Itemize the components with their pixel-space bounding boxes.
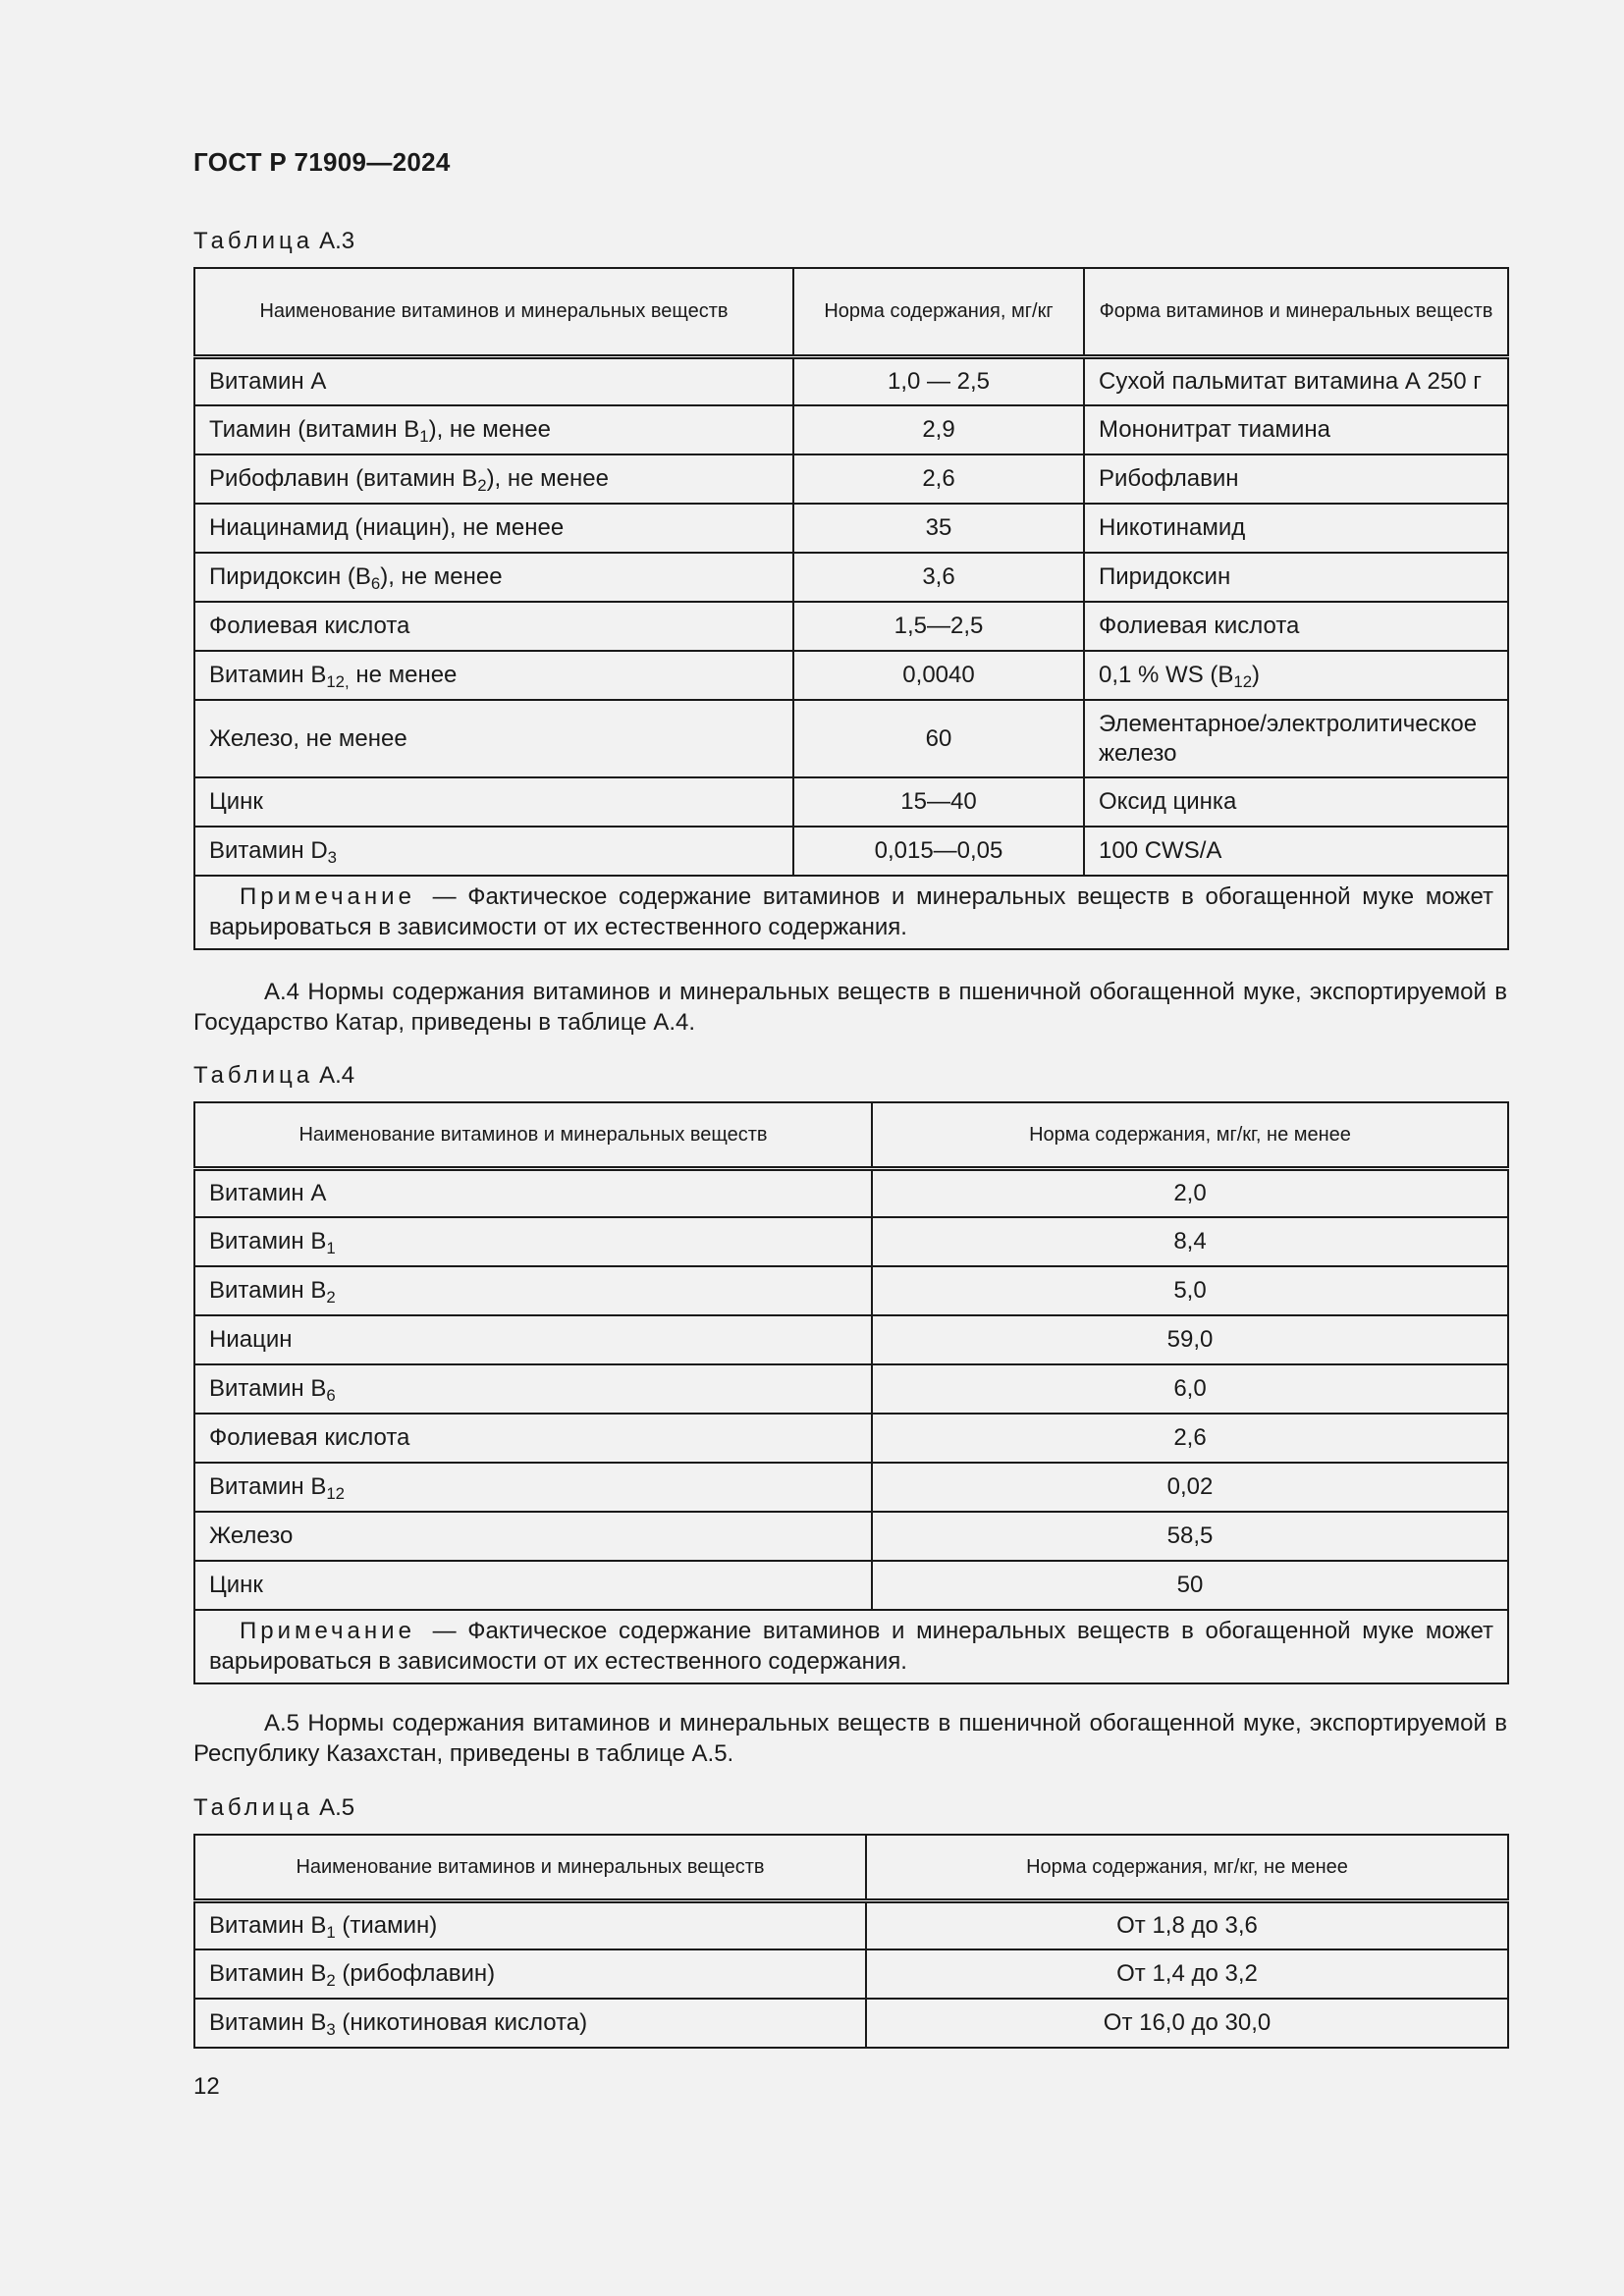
column-header: Норма содержания, мг/кг, не менее — [866, 1835, 1508, 1900]
paragraph-a5: А.5 Нормы содержания витаминов и минеральных веществ в пшеничной обогащенной муке, экспортируемой в Республику Казахстан, приведены в таблице А.5. — [193, 1710, 1507, 1767]
table-row — [194, 405, 1508, 454]
substance-name-cell — [194, 1900, 866, 1949]
column-header: Наименование витаминов и минеральных веществ — [194, 268, 793, 356]
column-header: Норма содержания, мг/кг, не менее — [872, 1102, 1508, 1168]
substance-name-cell — [194, 1512, 872, 1561]
norm-value-cell: 59,0 — [872, 1315, 1508, 1364]
norm-value-cell: 60 — [793, 700, 1084, 777]
page-number: 12 — [193, 2073, 220, 2100]
caption-word: Таблица — [193, 228, 314, 254]
caption-number: А.5 — [319, 1794, 355, 1821]
text: Витамин В — [209, 2009, 327, 2036]
table-note-row — [194, 876, 1508, 949]
subscript: 6 — [326, 1386, 336, 1405]
substance-name-cell — [194, 651, 793, 700]
text: Витамин А — [209, 1179, 327, 1206]
subscript: 12, — [326, 672, 350, 691]
substance-name-cell — [194, 356, 793, 405]
caption-word: Таблица — [193, 1794, 314, 1821]
table-row — [194, 602, 1508, 651]
text: 100 CWS/A — [1099, 837, 1222, 864]
substance-name-cell — [194, 553, 793, 602]
table-a3 — [193, 267, 1509, 950]
text: Оксид цинка — [1099, 788, 1237, 815]
subscript: 3 — [326, 2020, 336, 2039]
table-row — [194, 1999, 1508, 2048]
text: ), не менее — [380, 563, 503, 590]
form-cell — [1084, 602, 1508, 651]
caption-word: Таблица — [193, 1062, 314, 1089]
table-row — [194, 356, 1508, 405]
substance-name-cell — [194, 1168, 872, 1217]
text: Пиридоксин — [1099, 563, 1231, 590]
document-header: ГОСТ Р 71909—2024 — [193, 147, 451, 177]
text: Тиамин (витамин В — [209, 416, 420, 443]
column-header: Форма витаминов и минеральных веществ — [1084, 268, 1508, 356]
text: Мононитрат тиамина — [1099, 416, 1330, 443]
column-header: Наименование витаминов и минеральных веществ — [194, 1835, 866, 1900]
table-header-row — [194, 1102, 1508, 1168]
caption-number: А.3 — [319, 228, 355, 254]
subscript: 1 — [326, 1922, 336, 1942]
note-text: — Фактическое содержание витаминов и минеральных веществ в обогащенной муке может варьироваться в зависимости от их естественного содержания. — [209, 883, 1493, 940]
norm-value-cell: 3,6 — [793, 553, 1084, 602]
table-note — [194, 876, 1508, 949]
table-a5-caption — [193, 1794, 354, 1822]
substance-name-cell — [194, 1949, 866, 1999]
norm-value-cell: 8,4 — [872, 1217, 1508, 1266]
table-row — [194, 1414, 1508, 1463]
table-row — [194, 700, 1508, 777]
substance-name-cell — [194, 1217, 872, 1266]
subscript: 1 — [419, 427, 429, 446]
text: 0,1 % WS (В — [1099, 662, 1234, 688]
text: (тиамин) — [335, 1911, 438, 1939]
substance-name-cell — [194, 1315, 872, 1364]
text: Витамин А — [209, 367, 327, 395]
text: Железо — [209, 1522, 294, 1549]
substance-name-cell — [194, 1364, 872, 1414]
text: Витамин В — [209, 1277, 327, 1304]
norm-value-cell: 2,6 — [793, 454, 1084, 504]
text: Витамин В — [209, 1473, 327, 1500]
form-cell — [1084, 553, 1508, 602]
substance-name-cell — [194, 1414, 872, 1463]
norm-value-cell: 58,5 — [872, 1512, 1508, 1561]
substance-name-cell — [194, 602, 793, 651]
norm-value-cell: 35 — [793, 504, 1084, 553]
text: Витамин В — [209, 1228, 327, 1255]
table-row — [194, 651, 1508, 700]
text: Железо, не менее — [209, 724, 407, 752]
norm-value-cell: 5,0 — [872, 1266, 1508, 1315]
table-row — [194, 1315, 1508, 1364]
text: ), не менее — [486, 465, 609, 492]
subscript: 1 — [326, 1239, 336, 1257]
text: Элементарное/электролитическое железо — [1099, 710, 1478, 767]
text: Никотинамид — [1099, 514, 1246, 541]
table-row — [194, 1900, 1508, 1949]
form-cell — [1084, 356, 1508, 405]
text: Рибофлавин — [1099, 465, 1239, 492]
table-row — [194, 1364, 1508, 1414]
table-row — [194, 1217, 1508, 1266]
table-header-row — [194, 1835, 1508, 1900]
subscript: 12 — [1233, 672, 1253, 691]
table-row — [194, 1266, 1508, 1315]
table-note-row — [194, 1610, 1508, 1683]
form-cell — [1084, 454, 1508, 504]
subscript: 2 — [326, 1971, 336, 1990]
text: Фолиевая кислота — [1099, 613, 1300, 639]
text: Фолиевая кислота — [209, 613, 410, 639]
norm-value-cell: 50 — [872, 1561, 1508, 1610]
text: Ниацин — [209, 1326, 293, 1353]
text: Витамин В — [209, 1911, 327, 1939]
subscript: 2 — [326, 1288, 336, 1307]
text: Сухой пальмитат витамина А 250 г — [1099, 367, 1482, 395]
text: Витамин В — [209, 1960, 327, 1987]
paragraph-a4: А.4 Нормы содержания витаминов и минеральных веществ в пшеничной обогащенной муке, экспортируемой в Государство Катар, приведены в таблице А.4. — [193, 979, 1507, 1036]
substance-name-cell — [194, 504, 793, 553]
text: Витамин D — [209, 837, 328, 864]
note-label: Примечание — [240, 1618, 415, 1644]
norm-value-cell: 15—40 — [793, 777, 1084, 827]
table-row — [194, 1463, 1508, 1512]
text: не менее — [349, 662, 458, 688]
table-row — [194, 454, 1508, 504]
table-a3-caption — [193, 228, 354, 255]
text: Цинк — [209, 1572, 263, 1598]
substance-name-cell — [194, 1266, 872, 1315]
table-row — [194, 1561, 1508, 1610]
table-row — [194, 1512, 1508, 1561]
norm-value-cell: 1,0 — 2,5 — [793, 356, 1084, 405]
table-row — [194, 504, 1508, 553]
substance-name-cell — [194, 1561, 872, 1610]
norm-value-cell: 0,0040 — [793, 651, 1084, 700]
norm-value-cell: 0,02 — [872, 1463, 1508, 1512]
table-a4-caption — [193, 1062, 354, 1090]
norm-value-cell: От 16,0 до 30,0 — [866, 1999, 1508, 2048]
text: Ниацинамид (ниацин), не менее — [209, 514, 565, 541]
norm-value-cell: 2,0 — [872, 1168, 1508, 1217]
text: Витамин В — [209, 1375, 327, 1402]
norm-value-cell: 0,015—0,05 — [793, 827, 1084, 876]
table-note — [194, 1610, 1508, 1683]
form-cell — [1084, 700, 1508, 777]
caption-number: А.4 — [319, 1062, 355, 1089]
text: (никотиновая кислота) — [335, 2009, 588, 2036]
subscript: 2 — [477, 476, 487, 495]
text: Витамин В — [209, 662, 327, 688]
substance-name-cell — [194, 1999, 866, 2048]
table-row — [194, 553, 1508, 602]
text: (рибофлавин) — [335, 1960, 496, 1987]
norm-value-cell: 1,5—2,5 — [793, 602, 1084, 651]
column-header: Наименование витаминов и минеральных веществ — [194, 1102, 872, 1168]
form-cell — [1084, 405, 1508, 454]
table-row — [194, 1949, 1508, 1999]
column-header: Норма содержания, мг/кг — [793, 268, 1084, 356]
form-cell — [1084, 504, 1508, 553]
note-text: — Фактическое содержание витаминов и минеральных веществ в обогащенной муке может варьироваться в зависимости от их естественного содержания. — [209, 1618, 1493, 1675]
text: Рибофлавин (витамин В — [209, 465, 478, 492]
subscript: 12 — [326, 1484, 345, 1503]
substance-name-cell — [194, 827, 793, 876]
norm-value-cell: 2,9 — [793, 405, 1084, 454]
table-header-row — [194, 268, 1508, 356]
text: Пиридоксин (В — [209, 563, 371, 590]
substance-name-cell — [194, 700, 793, 777]
text: ), не менее — [428, 416, 551, 443]
form-cell — [1084, 651, 1508, 700]
table-a4 — [193, 1101, 1509, 1684]
norm-value-cell: От 1,8 до 3,6 — [866, 1900, 1508, 1949]
table-row — [194, 1168, 1508, 1217]
text: Цинк — [209, 788, 263, 815]
substance-name-cell — [194, 454, 793, 504]
form-cell — [1084, 827, 1508, 876]
table-a5 — [193, 1834, 1509, 2049]
subscript: 6 — [370, 574, 381, 593]
substance-name-cell — [194, 405, 793, 454]
norm-value-cell: 2,6 — [872, 1414, 1508, 1463]
note-label: Примечание — [240, 883, 415, 910]
subscript: 3 — [327, 848, 337, 867]
norm-value-cell: 6,0 — [872, 1364, 1508, 1414]
table-row — [194, 777, 1508, 827]
substance-name-cell — [194, 1463, 872, 1512]
norm-value-cell: От 1,4 до 3,2 — [866, 1949, 1508, 1999]
form-cell — [1084, 777, 1508, 827]
text: Фолиевая кислота — [209, 1424, 410, 1451]
table-row — [194, 827, 1508, 876]
text: ) — [1252, 662, 1261, 688]
substance-name-cell — [194, 777, 793, 827]
